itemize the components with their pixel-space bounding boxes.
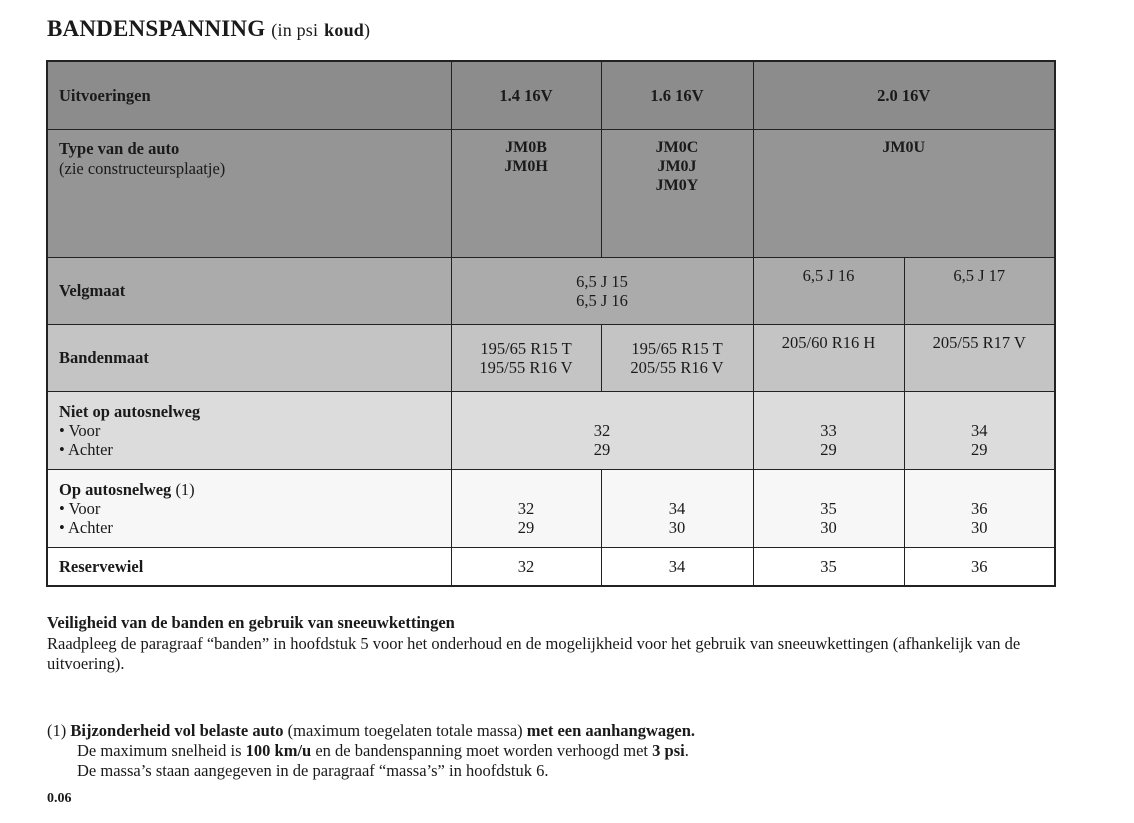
page-number: 0.06 <box>47 791 72 806</box>
title-subtitle-close: ) <box>364 20 371 40</box>
footnote-bold-2: met een aanhangwagen. <box>526 721 696 740</box>
no-highway-2-0-b <box>904 392 1055 470</box>
version-1-4: 1.4 16V <box>451 61 601 130</box>
footnote-line-1 <box>47 721 695 740</box>
row-car-type <box>47 130 1055 258</box>
type-code: JM0C <box>655 139 699 156</box>
label-versions: Uitvoeringen <box>47 61 451 130</box>
footnote-psi: 3 psi <box>652 741 685 760</box>
pressure-front: 34 <box>971 421 988 440</box>
type-1-6 <box>601 130 753 258</box>
footnote-text-2: De maximum snelheid is <box>77 741 242 760</box>
highway-title-text: Op autosnelweg <box>59 480 172 499</box>
safety-heading: Veiligheid van de banden en gebruik van sneeuwkettingen <box>47 613 455 632</box>
label-spare-wheel: Reservewiel <box>47 548 451 587</box>
type-code: JM0H <box>504 158 548 175</box>
row-tyre-size <box>47 325 1055 392</box>
pressure-rear: 29 <box>820 440 837 459</box>
spare-1-4: 32 <box>451 548 601 587</box>
row-highway <box>47 470 1055 548</box>
footnote-text-1: (maximum toegelaten totale massa) <box>287 721 523 740</box>
row-no-highway <box>47 392 1055 470</box>
spare-2-0-b: 36 <box>904 548 1055 587</box>
car-type-sublabel: (zie constructeursplaatje) <box>59 159 226 178</box>
spare-1-6: 34 <box>601 548 753 587</box>
title-main: BANDENSPANNING <box>47 16 266 41</box>
rear-label: • Achter <box>59 518 113 537</box>
page-title <box>47 16 370 42</box>
rim-2-0-b: 6,5 J 17 <box>904 258 1055 325</box>
highway-title <box>59 480 451 499</box>
safety-body: Raadpleeg de paragraaf “banden” in hoofdstuk 5 voor het onderhoud en de mogelijkheid voor het gebruik van sneeuwkettingen (afhankelijk van de uitvoering). <box>47 634 1021 673</box>
front-label: • Voor <box>59 499 101 518</box>
pressure-front: 32 <box>593 421 611 440</box>
pressure-rear: 30 <box>971 518 988 537</box>
tyre-pressure-table <box>46 60 1056 587</box>
no-highway-1-4-1-6 <box>451 392 753 470</box>
footnote-marker: (1) <box>47 721 67 740</box>
label-car-type <box>47 130 451 258</box>
footnote-bold-1: Bijzonderheid vol belaste auto <box>70 721 284 740</box>
label-rim-size: Velgmaat <box>47 258 451 325</box>
pressure-front: 33 <box>820 421 837 440</box>
pressure-rear: 30 <box>820 518 837 537</box>
highway-1-4 <box>451 470 601 548</box>
rim-2-0-a: 6,5 J 16 <box>753 258 904 325</box>
pressure-rear: 30 <box>668 518 686 537</box>
car-type-title: Type van de auto <box>59 139 180 158</box>
pressure-front: 35 <box>820 499 837 518</box>
rim-1-4-1-6 <box>451 258 753 325</box>
rim-value: 6,5 J 15 <box>576 272 628 291</box>
no-highway-2-0-a <box>753 392 904 470</box>
pressure-front: 32 <box>517 499 535 518</box>
type-code: JM0Y <box>655 177 699 194</box>
type-2-0 <box>753 130 1055 258</box>
tyre-2-0-b: 205/55 R17 V <box>904 325 1055 392</box>
type-1-4 <box>451 130 601 258</box>
title-subtitle-bold: koud <box>324 20 364 40</box>
no-highway-title: Niet op autosnelweg <box>59 402 201 421</box>
label-tyre-size: Bandenmaat <box>47 325 451 392</box>
title-subtitle-open: (in psi <box>271 20 319 40</box>
highway-note-marker: (1) <box>175 480 195 499</box>
tyre-1-4 <box>451 325 601 392</box>
type-code: JM0U <box>882 139 926 156</box>
row-rim-size <box>47 258 1055 325</box>
type-code: JM0J <box>657 158 697 175</box>
rear-label: • Achter <box>59 440 113 459</box>
footnote-text-3: en de bandenspanning moet worden verhoogd met <box>315 741 649 760</box>
tyre-value: 195/55 R16 V <box>479 358 573 377</box>
tyre-value: 195/65 R15 T <box>480 339 572 358</box>
spare-2-0-a: 35 <box>753 548 904 587</box>
tyre-2-0-a: 205/60 R16 H <box>753 325 904 392</box>
footnote-speed: 100 km/u <box>245 741 312 760</box>
pressure-front: 36 <box>971 499 988 518</box>
tyre-value: 195/65 R15 T <box>631 339 723 358</box>
row-spare-wheel <box>47 548 1055 587</box>
highway-2-0-a <box>753 470 904 548</box>
pressure-front: 34 <box>668 499 686 518</box>
footnote <box>47 721 695 781</box>
row-versions <box>47 61 1055 130</box>
footnote-line-2 <box>47 741 695 761</box>
version-2-0: 2.0 16V <box>753 61 1055 130</box>
label-no-highway <box>47 392 451 470</box>
highway-2-0-b <box>904 470 1055 548</box>
footnote-period: . <box>684 741 689 760</box>
tyre-1-6 <box>601 325 753 392</box>
pressure-rear: 29 <box>971 440 988 459</box>
pressure-rear: 29 <box>593 440 611 459</box>
tyre-value: 205/55 R16 V <box>630 358 724 377</box>
version-1-6: 1.6 16V <box>601 61 753 130</box>
front-label: • Voor <box>59 421 101 440</box>
type-code: JM0B <box>505 139 547 156</box>
highway-1-6 <box>601 470 753 548</box>
footnote-line-3: De massa’s staan aangegeven in de paragraaf “massa’s” in hoofdstuk 6. <box>77 761 549 780</box>
label-highway <box>47 470 451 548</box>
pressure-rear: 29 <box>517 518 535 537</box>
rim-value: 6,5 J 16 <box>576 291 628 310</box>
